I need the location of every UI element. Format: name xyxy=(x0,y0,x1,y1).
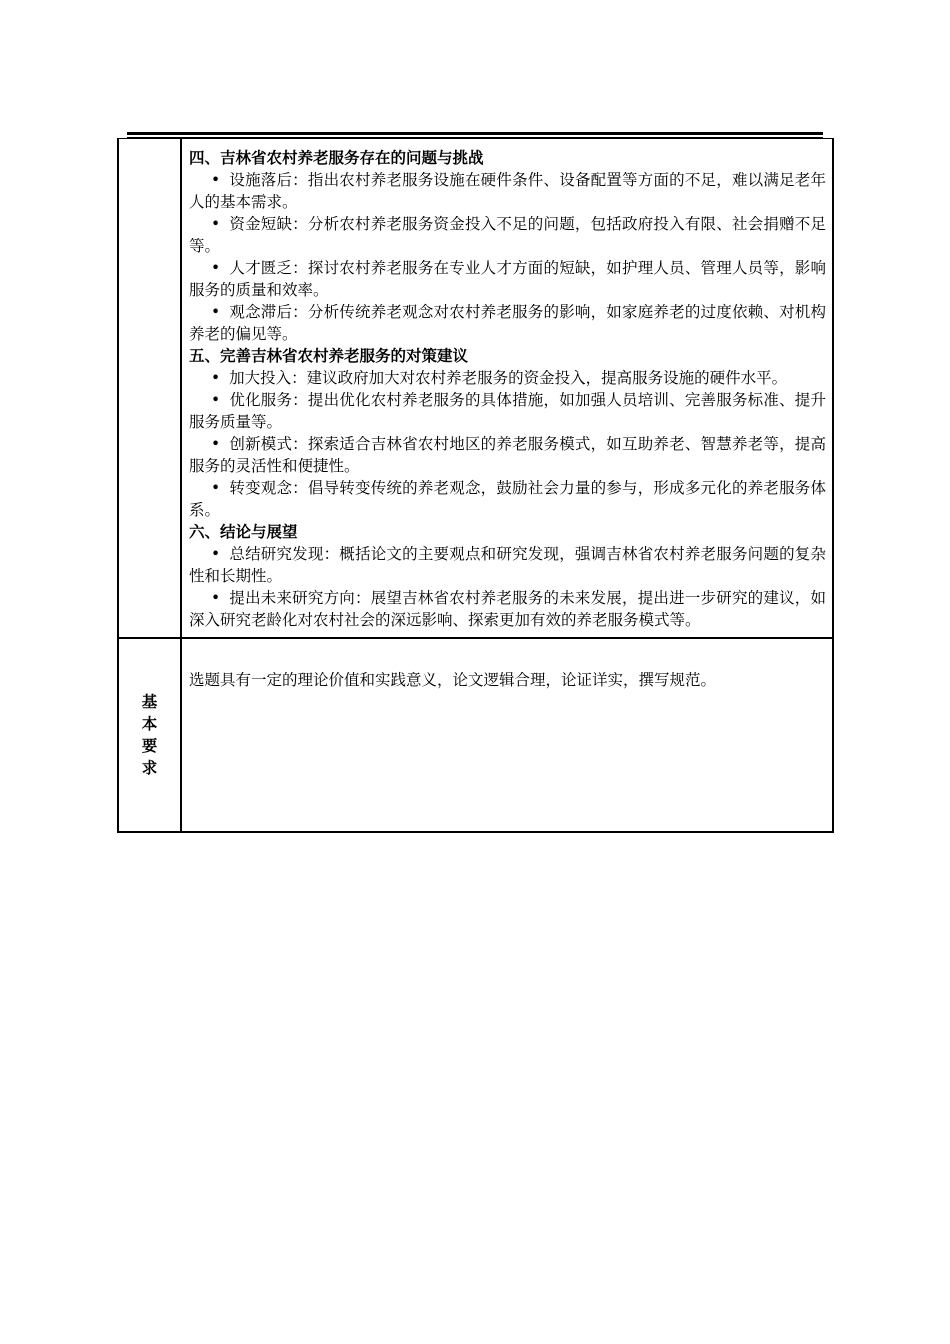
bullet-icon: • xyxy=(211,303,221,321)
bullet-item xyxy=(189,301,826,345)
bullet-text: 观念滞后：分析传统养老观念对农村养老服务的影响，如家庭养老的过度依赖、对机构养老的偏见等。 xyxy=(189,303,826,343)
bullet-icon: • xyxy=(211,369,221,387)
bullet-text: 优化服务：提出优化农村养老服务的具体措施，如加强人员培训、完善服务标准、提升服务质量等。 xyxy=(189,391,826,431)
bullet-item xyxy=(189,477,826,521)
header-rule-thick xyxy=(127,132,823,135)
outline-content-cell xyxy=(181,139,833,639)
bullet-item xyxy=(189,257,826,301)
outline-row xyxy=(118,139,833,639)
section-heading: 五、完善吉林省农村养老服务的对策建议 xyxy=(189,347,469,365)
bullet-icon: • xyxy=(211,215,221,233)
outline-sections xyxy=(189,147,826,631)
bullet-text: 转变观念：倡导转变传统的养老观念，鼓励社会力量的参与，形成多元化的养老服务体系。 xyxy=(189,479,826,519)
proposal-table xyxy=(117,138,834,833)
bullet-icon: • xyxy=(211,259,221,277)
section-heading: 六、结论与展望 xyxy=(189,523,298,541)
bullet-item xyxy=(189,367,826,389)
bullet-text: 创新模式：探索适合吉林省农村地区的养老服务模式，如互助养老、智慧养老等，提高服务的灵活性和便捷性。 xyxy=(189,435,826,475)
bullet-item xyxy=(189,433,826,477)
section-heading: 四、吉林省农村养老服务存在的问题与挑战 xyxy=(189,149,484,167)
bullet-item xyxy=(189,389,826,433)
bullet-text: 提出未来研究方向：展望吉林省农村养老服务的未来发展，提出进一步研究的建议，如深入研究老龄化对农村社会的深远影响、探索更加有效的养老服务模式等。 xyxy=(189,589,826,629)
requirements-text: 选题具有一定的理论价值和实践意义，论文逻辑合理，论证详实，撰写规范。 xyxy=(189,671,717,689)
requirements-label: 基本要求 xyxy=(141,693,158,777)
bullet-item xyxy=(189,169,826,213)
bullet-icon: • xyxy=(211,171,221,189)
requirements-label-cell xyxy=(118,638,181,832)
requirements-row xyxy=(118,638,833,832)
bullet-item xyxy=(189,543,826,587)
bullet-text: 人才匮乏：探讨农村养老服务在专业人才方面的短缺，如护理人员、管理人员等，影响服务的质量和效率。 xyxy=(189,259,826,299)
bullet-text: 设施落后：指出农村养老服务设施在硬件条件、设备配置等方面的不足，难以满足老年人的基本需求。 xyxy=(189,171,826,211)
bullet-text: 资金短缺：分析农村养老服务资金投入不足的问题，包括政府投入有限、社会捐赠不足等。 xyxy=(189,215,826,255)
bullet-item xyxy=(189,587,826,631)
bullet-text: 加大投入：建议政府加大对农村养老服务的资金投入，提高服务设施的硬件水平。 xyxy=(229,369,788,387)
requirements-text-cell xyxy=(181,638,833,832)
bullet-text: 总结研究发现：概括论文的主要观点和研究发现，强调吉林省农村养老服务问题的复杂性和长期性。 xyxy=(189,545,826,585)
bullet-icon: • xyxy=(211,589,221,607)
outline-label-cell xyxy=(118,139,181,639)
bullet-icon: • xyxy=(211,435,221,453)
bullet-icon: • xyxy=(211,545,221,563)
bullet-icon: • xyxy=(211,479,221,497)
bullet-icon: • xyxy=(211,391,221,409)
bullet-item xyxy=(189,213,826,257)
